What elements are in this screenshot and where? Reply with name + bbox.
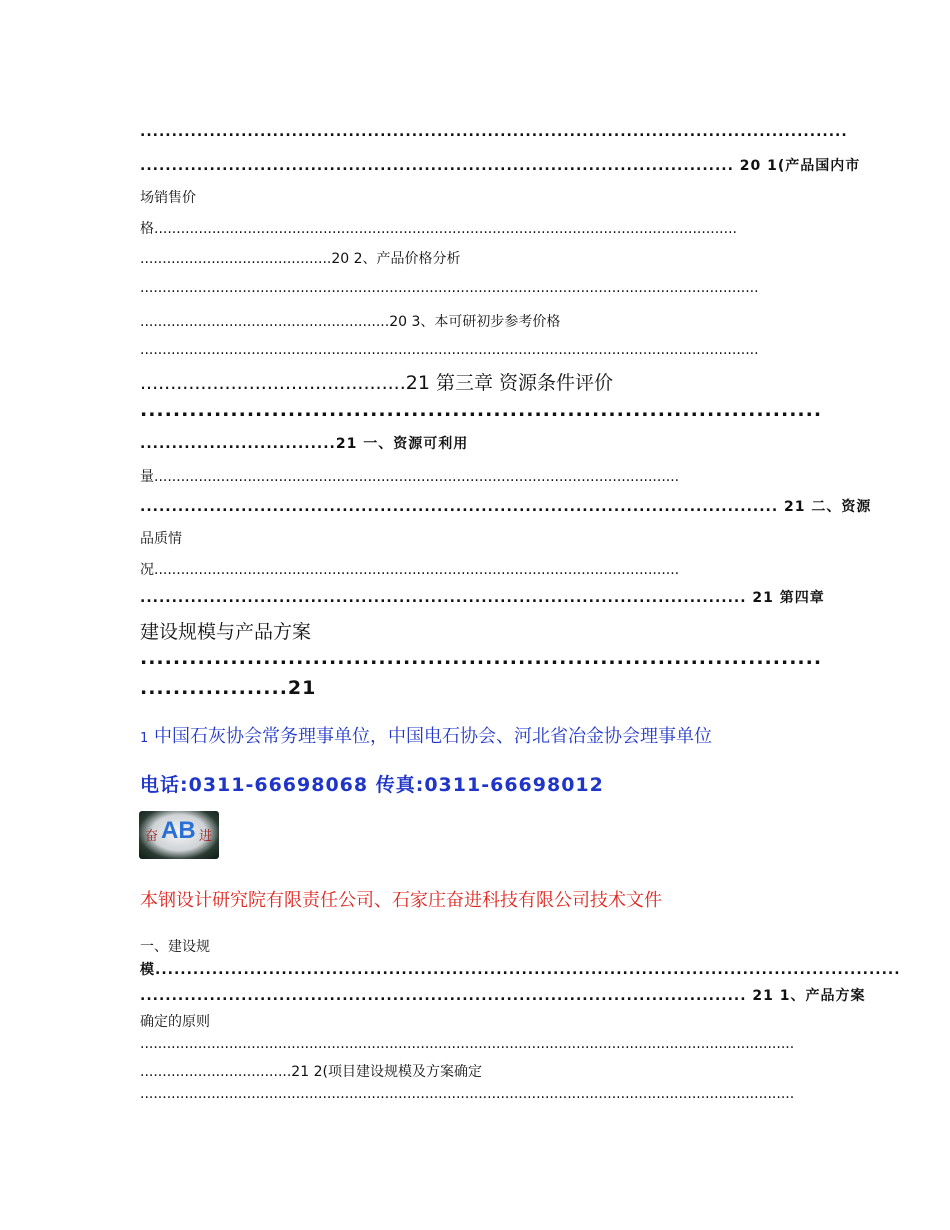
toc-dot-line: 量...................................................................................................................... (140, 469, 680, 485)
membership-line (140, 722, 810, 748)
toc-dot-line: 况...................................................................................................................... (140, 562, 680, 578)
company-line: 本钢设计研究院有限责任公司、石家庄奋进科技有限公司技术文件 (140, 890, 662, 911)
contact-line: 电话:0311-66698068 传真:0311-66698012 (140, 774, 604, 796)
toc-entry-resource-usable[interactable]: ...............................21 一、资源可利用 (140, 436, 469, 452)
toc-entry-text: 场销售价 (140, 190, 196, 206)
toc-page-number: ..................21 (140, 677, 317, 699)
toc-entry-domestic-price[interactable]: .............................................................................................. 20 1(产品国内市 (140, 158, 861, 174)
toc-dot-line: ................................................................................................................................................... (140, 1036, 795, 1052)
logo-char-left: 奋 (145, 829, 159, 844)
toc-dot-line: ........................................................................................................................................... (140, 342, 759, 358)
toc-entry-chapter-4-title: 建设规模与产品方案 (140, 621, 312, 643)
toc-entry-reference-price[interactable]: ........................................................20 3、本可研初步参考价格 (140, 314, 561, 330)
toc-entry-price-analysis[interactable]: ...........................................20 2、产品价格分析 (140, 251, 461, 267)
toc-dot-line: ................................................................................... (140, 399, 823, 421)
toc-dot-line: 模...................................................................................................................... (140, 962, 901, 978)
toc-entry-chapter-3[interactable]: ............................................21 第三章 资源条件评价 (140, 372, 613, 394)
toc-dot-line: ................................................................................................................ (140, 124, 848, 140)
toc-entry-text: 确定的原则 (140, 1014, 210, 1030)
toc-entry-build-scale[interactable]: 一、建设规 (140, 939, 210, 955)
toc-entry-text: 品质情 (140, 531, 182, 547)
toc-dot-line: ................................................................................... (140, 647, 823, 669)
page-number: 1 (140, 731, 149, 746)
toc-entry-chapter-4[interactable]: ................................................................................................ 21 第四章 (140, 590, 825, 606)
logo-char-right: 进 (199, 829, 213, 844)
toc-entry-project-scale[interactable]: ..................................21 2(项目建设规模及方案确定 (140, 1064, 482, 1080)
toc-dot-line: ........................................................................................................................................... (140, 280, 759, 296)
company-logo (139, 811, 219, 859)
membership-text: 中国石灰协会常务理事单位，中国电石协会、河北省冶金协会理事单位 (154, 726, 713, 747)
toc-dot-line: 格................................................................................................................................... (140, 221, 737, 237)
toc-entry-product-principle[interactable]: ................................................................................................ 21 1、产品方案 (140, 988, 866, 1004)
toc-entry-resource-quality[interactable]: ..................................................................................................... 21 二、资源 (140, 499, 872, 515)
toc-dot-line: ................................................................................................................................................... (140, 1086, 795, 1102)
logo-letters: AB (161, 817, 196, 844)
